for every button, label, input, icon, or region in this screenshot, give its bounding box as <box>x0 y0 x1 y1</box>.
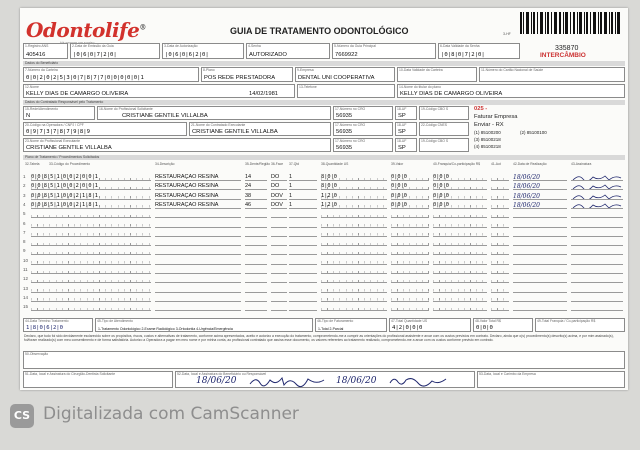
note-line-4: (2) 85100100 <box>520 130 547 135</box>
field-cro-2: 17-Número no CRO 56935 <box>333 122 393 136</box>
field-assinatura-cirurgiao: 51-Data, local e Assinatura do Cirurgião-Dentista Solicitante <box>23 371 173 388</box>
cell-descricao <box>155 258 241 265</box>
cell-quantidade-us <box>321 304 387 311</box>
table-row <box>23 285 625 294</box>
cell-valor <box>391 248 429 255</box>
cell-aut <box>491 183 509 190</box>
field-uf: 18-UF SP <box>395 106 417 120</box>
guide-document <box>20 8 628 390</box>
cell-descricao: RESTAURAÇÃO RESINA <box>155 174 241 181</box>
cell-quantidade-us <box>321 211 387 218</box>
field-tipo-atendimento: 45-Tipo de Atendimento 1-Tratamento Odontológico 2-Exame Radiológico 3-Ortodontia 4-Urgência/Emergência <box>95 318 313 332</box>
cell-aut <box>491 193 509 200</box>
header-aut: 41-Aut <box>491 162 501 166</box>
table-row <box>23 201 625 210</box>
row-number: 6 <box>23 220 26 226</box>
cell-data-realizacao: 18/06/20 <box>513 202 567 209</box>
camscanner-logo: CS <box>10 404 34 428</box>
cell-assinatura <box>571 174 623 181</box>
cell-valor <box>391 239 429 246</box>
network-badge: INTERCÂMBIO <box>540 52 586 59</box>
cell-codigo: 0|0|8|5|1|0|0|2|1|8|1 <box>31 202 151 209</box>
cell-dente <box>245 248 267 255</box>
cell-codigo <box>31 221 151 228</box>
cell-assinatura <box>571 248 623 255</box>
row-number: 5 <box>23 211 26 217</box>
cell-descricao <box>155 276 241 283</box>
cell-aut <box>491 286 509 293</box>
cell-codigo: 0|0|8|5|1|0|0|2|0|0|1 <box>31 183 151 190</box>
cell-qtd <box>289 230 317 237</box>
cell-face <box>271 230 287 237</box>
cell-aut <box>491 211 509 218</box>
section-procedimentos: Plano de Tratamento / Procedimentos Solicitados <box>23 155 625 160</box>
cell-qtd: 1 <box>289 202 317 209</box>
row-number: 11 <box>23 267 28 272</box>
cell-assinatura <box>571 304 623 311</box>
cell-franquia: 0|0|0 <box>433 202 487 209</box>
note-line-3: (1) 85100200 <box>474 130 501 135</box>
page-title: GUIA DE TRATAMENTO ODONTOLÓGICO <box>230 26 409 36</box>
row-number: 15 <box>23 304 29 310</box>
cell-codigo <box>31 267 151 274</box>
row-number: 4 <box>23 201 26 207</box>
cell-dente <box>245 304 267 311</box>
cell-dente <box>245 221 267 228</box>
cell-franquia: 0|0|0 <box>433 183 487 190</box>
declaration-text: Declaro, que tudo foi sido devidamente esclarecido sobre os propósitos, riscos, custos e alternativas de tratamento, conforme acima apresentados, aceito e autorizo a execução do tratamento, comprometendo-me a cumprir as orientações do profissional assistente e arcar com os custos previstos em contrato. Declaro, ainda que o(s) procedimento(s) descrito(s) acima, e por mim assinado(s), foi/foram realizado(s) com meu consentimento e de forma satisfatória. Autorizo a Operadora a pagar em meu nome e por minha conta, ao profissional contratado que assina esse documento, os valores referentes ao tratamento realizado, comprometendo-me a arcar com os custos conforme previsto em contrato. <box>24 334 614 343</box>
cell-quantidade-us: 8|0|0 <box>321 174 387 181</box>
cell-face <box>271 295 287 302</box>
form-code: 3-HF <box>503 32 511 36</box>
cell-assinatura <box>571 221 623 228</box>
cell-descricao <box>155 267 241 274</box>
field-tipo-faturamento: 46-Tipo de Faturamento 1-Total 2-Parcial <box>315 318 387 332</box>
header-qtd-us: 38-Quantidade US <box>321 162 349 166</box>
cell-quantidade-us <box>321 286 387 293</box>
cell-dente: 24 <box>245 183 267 190</box>
header-data-realizacao: 42-Data de Realização <box>513 162 547 166</box>
cell-face: DO <box>271 183 287 190</box>
field-observacao: 50-Observação <box>23 351 625 369</box>
cell-valor <box>391 211 429 218</box>
cell-face: DOV <box>271 193 287 200</box>
signature-date-2: 18/06/20 <box>336 376 377 386</box>
cell-valor <box>391 258 429 265</box>
cell-dente <box>245 230 267 237</box>
signature-icon <box>248 374 328 388</box>
cell-data-realizacao <box>513 248 567 255</box>
field-total-franquia: 49-Total Franquia / Co-participação R$ <box>535 318 625 332</box>
cell-aut <box>491 276 509 283</box>
cell-quantidade-us <box>321 295 387 302</box>
field-validade-senha: 6-Data Validade da Senha |0|8|0|7|2|0| <box>438 43 520 59</box>
field-autorizacao: 3-Data de Autorização |0|6|0|6|2|0| <box>162 43 244 59</box>
cell-qtd: 1 <box>289 174 317 181</box>
cell-qtd <box>289 239 317 246</box>
field-validade-carteira: 10-Data Validade da Carteira <box>397 67 477 82</box>
cell-data-realizacao <box>513 239 567 246</box>
cell-face <box>271 304 287 311</box>
cell-codigo <box>31 295 151 302</box>
cell-descricao: RESTAURAÇÃO RESINA <box>155 193 241 200</box>
cell-codigo <box>31 276 151 283</box>
table-row <box>23 220 625 229</box>
signature-icon <box>571 193 623 200</box>
cell-data-realizacao <box>513 230 567 237</box>
field-rede: 15-Rede/Atendimento N <box>23 106 95 120</box>
field-cns: 11-Número do Cartão Nacional de Saúde <box>479 67 625 82</box>
header-valor: 39-Valor <box>391 162 404 166</box>
header-descricao: 34-Descrição <box>155 162 175 166</box>
cell-dente <box>245 211 267 218</box>
note-code: 025 - <box>474 106 488 112</box>
cell-data-realizacao <box>513 221 567 228</box>
field-telefone: 13-Telefone <box>297 84 395 98</box>
field-plano: 8-Plano POS REDE PRESTADORA <box>201 67 293 82</box>
field-empresa: 9-Empresa DENTAL UNI COOPERATIVA <box>295 67 395 82</box>
cell-qtd <box>289 276 317 283</box>
table-row <box>23 294 625 303</box>
cell-dente: 38 <box>245 193 267 200</box>
cell-codigo: 0|0|8|5|1|0|0|2|0|0|1 <box>31 174 151 181</box>
field-carimbo: 53-Data, local e Carimbo da Empresa <box>477 371 625 388</box>
cell-descricao <box>155 295 241 302</box>
cell-valor <box>391 286 429 293</box>
field-nome: 12-Nome KELLY DIAS DE CAMARGO OLIVEIRA 14/02/1981 <box>23 84 295 98</box>
cell-data-realizacao: 18/06/20 <box>513 174 567 181</box>
table-row <box>23 257 625 266</box>
cell-dente <box>245 258 267 265</box>
field-cpf: 20-Código na Operadora / CNPJ / CPF 0|9|7|3|7|8|7|9|8|9 <box>23 122 187 136</box>
cell-codigo <box>31 286 151 293</box>
row-number: 14 <box>23 294 29 300</box>
table-row <box>23 182 625 191</box>
field-uf-3: 18-UF SP <box>395 138 417 152</box>
header-codigo: 33-Código do Procedimento <box>49 162 91 166</box>
row-number: 12 <box>23 276 29 282</box>
cell-codigo <box>31 239 151 246</box>
cell-codigo <box>31 248 151 255</box>
cell-qtd <box>289 248 317 255</box>
cell-assinatura <box>571 258 623 265</box>
cell-dente: 14 <box>245 174 267 181</box>
cell-valor <box>391 221 429 228</box>
cell-face <box>271 286 287 293</box>
field-total-us: 47-Total Quantidade US 4|2|0|0|0 <box>389 318 471 332</box>
cell-valor <box>391 295 429 302</box>
note-line-1: Faturar Empresa <box>474 114 518 120</box>
cell-franquia <box>433 286 487 293</box>
cell-data-realizacao <box>513 258 567 265</box>
cell-face <box>271 239 287 246</box>
barcode-icon <box>520 12 620 34</box>
cell-descricao <box>155 286 241 293</box>
cell-valor <box>391 267 429 274</box>
cell-quantidade-us <box>321 248 387 255</box>
cell-franquia <box>433 230 487 237</box>
header-franquia: 40-Franquia/Co-participação R$ <box>433 162 480 166</box>
field-cnes: 22-Código CNES <box>419 122 469 136</box>
cell-aut <box>491 304 509 311</box>
signature-icon <box>571 183 623 190</box>
header-face: 36-Face <box>271 162 284 166</box>
cell-franquia <box>433 239 487 246</box>
cell-qtd <box>289 304 317 311</box>
cell-assinatura <box>571 286 623 293</box>
cell-quantidade-us <box>321 276 387 283</box>
table-row <box>23 266 625 275</box>
field-ans: 1-Registro ANS 405416 <box>23 43 68 59</box>
cell-dente <box>245 286 267 293</box>
section-contratado: Dados do Contratado Responsável pelo Tratamento <box>23 100 625 105</box>
row-number: 8 <box>23 239 26 245</box>
cell-dente <box>245 239 267 246</box>
cell-data-realizacao: 18/06/20 <box>513 193 567 200</box>
cell-assinatura <box>571 230 623 237</box>
field-termino: 44-Data Término Tratamento 1|8|0|6|2|0 <box>23 318 93 332</box>
cell-franquia: 0|0|0 <box>433 174 487 181</box>
cell-face: DOV <box>271 202 287 209</box>
cell-franquia <box>433 248 487 255</box>
table-row <box>23 238 625 247</box>
cell-qtd: 1 <box>289 183 317 190</box>
cell-quantidade-us: 1|2|0 <box>321 193 387 200</box>
cell-dente <box>245 276 267 283</box>
cell-quantidade-us <box>321 258 387 265</box>
cell-franquia <box>433 221 487 228</box>
cell-descricao <box>155 248 241 255</box>
cell-franquia: 0|0|0 <box>433 193 487 200</box>
cell-assinatura <box>571 202 623 209</box>
note-line-6: (4) 85100218 <box>474 144 501 149</box>
cell-face <box>271 248 287 255</box>
signature-icon-2 <box>388 374 448 388</box>
cell-qtd <box>289 221 317 228</box>
cell-data-realizacao <box>513 286 567 293</box>
logo: Odontolife® <box>26 18 146 42</box>
cell-data-realizacao <box>513 295 567 302</box>
cell-descricao <box>155 304 241 311</box>
field-guia-principal: 5-Número da Guia Principal 7669922 <box>332 43 436 59</box>
cell-franquia <box>433 276 487 283</box>
field-titular: 14-Nome do titular do plano KELLY DIAS DE CAMARGO OLIVEIRA <box>397 84 625 98</box>
cell-assinatura <box>571 276 623 283</box>
guide-number: 335870 <box>555 45 579 52</box>
cell-qtd: 1 <box>289 193 317 200</box>
cell-data-realizacao <box>513 304 567 311</box>
cell-assinatura <box>571 267 623 274</box>
cell-descricao: RESTAURAÇÃO RESINA <box>155 202 241 209</box>
cell-aut <box>491 239 509 246</box>
table-row <box>23 303 625 312</box>
cell-face <box>271 267 287 274</box>
field-cro: 17-Número no CRO 56935 <box>333 106 393 120</box>
cell-codigo: 0|0|8|5|1|0|0|2|1|8|1 <box>31 193 151 200</box>
cell-assinatura <box>571 295 623 302</box>
cell-aut <box>491 230 509 237</box>
cell-aut <box>491 174 509 181</box>
cell-assinatura <box>571 239 623 246</box>
cell-face <box>271 276 287 283</box>
cell-valor: 0|0|0 <box>391 202 429 209</box>
cell-descricao <box>155 211 241 218</box>
cell-valor: 0|0|0 <box>391 183 429 190</box>
field-assinatura-beneficiario: 52-Data, local e Assinatura do Beneficiário ou Responsável 18/06/20 18/06/20 <box>175 371 475 388</box>
cell-franquia <box>433 295 487 302</box>
cell-franquia <box>433 211 487 218</box>
cell-qtd <box>289 258 317 265</box>
field-carteira: 7-Número da Carteira 0|0|2|0|2|5|3|0|7|8|7|7|0|0|0|0|0|1 <box>23 67 199 82</box>
table-row <box>23 210 625 219</box>
cell-quantidade-us <box>321 239 387 246</box>
cell-face <box>271 211 287 218</box>
cell-franquia <box>433 304 487 311</box>
cell-valor: 0|0|0 <box>391 193 429 200</box>
signature-icon <box>571 202 623 209</box>
cell-valor: 0|0|0 <box>391 174 429 181</box>
table-row <box>23 247 625 256</box>
cell-aut <box>491 267 509 274</box>
row-number: 13 <box>23 285 29 291</box>
table-row <box>23 275 625 284</box>
cell-data-realizacao <box>513 211 567 218</box>
birth-date: 14/02/1981 <box>249 91 279 97</box>
cell-aut <box>491 202 509 209</box>
field-cbo: 19-Código CBO S <box>419 106 469 120</box>
row-number: 9 <box>23 248 26 254</box>
section-beneficiario: Dados do Beneficiário <box>23 61 625 66</box>
cell-assinatura <box>571 211 623 218</box>
field-profissional-executante: 23-Nome do Profissional Executante CRISTIANE GENTILE VILLALBA <box>23 138 331 152</box>
cell-quantidade-us: 1|2|0 <box>321 202 387 209</box>
cell-data-realizacao: 18/06/20 <box>513 183 567 190</box>
field-cbo-3: 19-Código CBO S <box>419 138 469 152</box>
camscanner-watermark <box>0 392 640 450</box>
cell-franquia <box>433 258 487 265</box>
cell-codigo <box>31 258 151 265</box>
field-uf-2: 18-UF SP <box>395 122 417 136</box>
row-number: 10 <box>23 257 29 263</box>
header-dente: 35-Dente/Região <box>245 162 270 166</box>
table-row <box>23 229 625 238</box>
header-assinatura: 43-Assinatura <box>571 162 592 166</box>
cell-aut <box>491 258 509 265</box>
cell-face <box>271 258 287 265</box>
cell-codigo <box>31 304 151 311</box>
field-executante: 21-Nome do Contratado Executante CRISTIANE GENTILE VILLALBA <box>189 122 331 136</box>
cell-assinatura <box>571 183 623 190</box>
signature-icon <box>571 174 623 181</box>
cell-descricao <box>155 239 241 246</box>
cell-data-realizacao <box>513 267 567 274</box>
cell-assinatura <box>571 193 623 200</box>
cell-qtd <box>289 211 317 218</box>
note-line-5: (3) 85100218 <box>474 137 501 142</box>
cell-dente <box>245 267 267 274</box>
row-number: 3 <box>23 192 26 198</box>
field-senha: 4-Senha AUTORIZADO <box>246 43 330 59</box>
header-qtd: 37-Qtd <box>289 162 300 166</box>
signature-date-1: 18/06/20 <box>196 376 237 386</box>
cell-aut <box>491 221 509 228</box>
cell-dente <box>245 295 267 302</box>
cell-quantidade-us <box>321 221 387 228</box>
cell-data-realizacao <box>513 276 567 283</box>
cell-codigo <box>31 230 151 237</box>
cell-quantidade-us: 8|0|0 <box>321 183 387 190</box>
cell-codigo <box>31 211 151 218</box>
cell-valor <box>391 304 429 311</box>
cell-qtd <box>289 267 317 274</box>
field-solicitante: 16-Nome do Profissional Solicitante CRISTIANE GENTILE VILLALBA <box>97 106 331 120</box>
cell-quantidade-us <box>321 267 387 274</box>
field-cro-3: 17-Número no CRO 56935 <box>333 138 393 152</box>
cell-quantidade-us <box>321 230 387 237</box>
cell-franquia <box>433 267 487 274</box>
row-number: 7 <box>23 229 26 235</box>
camscanner-text: Digitalizada com CamScanner <box>43 404 299 424</box>
cell-dente: 46 <box>245 202 267 209</box>
cell-aut <box>491 295 509 302</box>
note-line-2: Enviar - RX <box>474 122 504 128</box>
header-tabela: 32-Tabela <box>25 162 40 166</box>
cell-qtd <box>289 295 317 302</box>
row-number: 1 <box>23 174 26 179</box>
cell-qtd <box>289 286 317 293</box>
cell-face: DO <box>271 174 287 181</box>
cell-descricao: RESTAURAÇÃO RESINA <box>155 183 241 190</box>
field-emissao: 2-Data de Emissão da Guia |0|6|0|7|2|0| <box>70 43 160 59</box>
table-row <box>23 192 625 201</box>
cell-aut <box>491 248 509 255</box>
cell-face <box>271 221 287 228</box>
cell-descricao <box>155 221 241 228</box>
table-row <box>23 173 625 182</box>
cell-descricao <box>155 230 241 237</box>
cell-valor <box>391 230 429 237</box>
cell-valor <box>391 276 429 283</box>
row-number: 2 <box>23 183 26 189</box>
field-valor-total: 48-Valor Total R$ 0|0|0 <box>473 318 533 332</box>
